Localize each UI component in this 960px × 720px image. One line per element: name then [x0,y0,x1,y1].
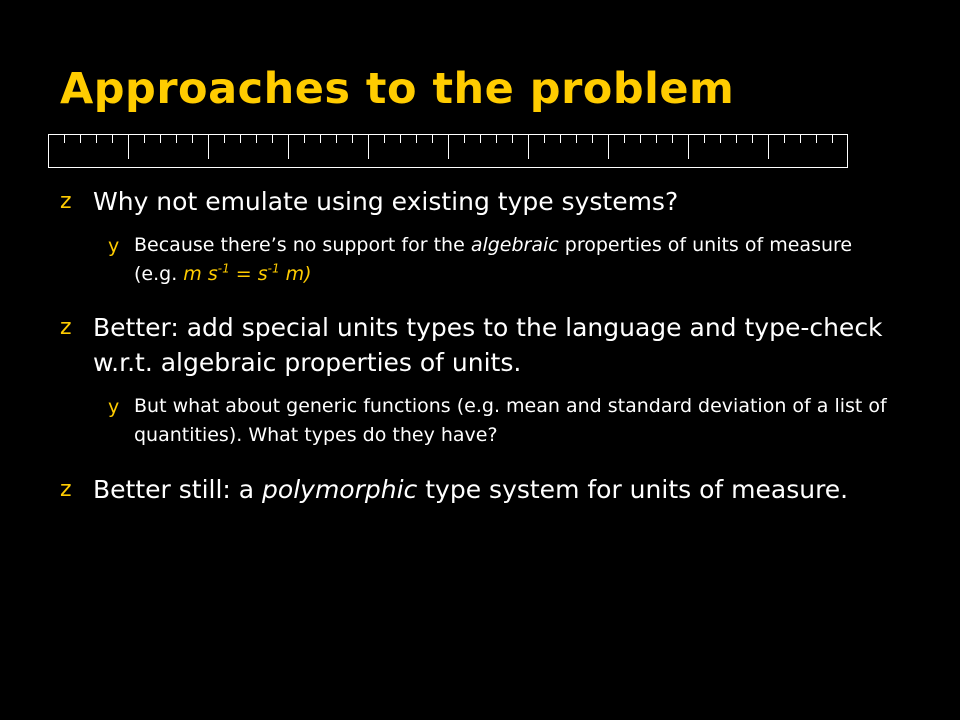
bullet-marker-icon: z [60,315,72,340]
sub-bullet-marker-icon: y [108,235,120,257]
bullet-3 [60,472,883,507]
bullet-2-text: Better: add special units types to the language and type-check w.r.t. algebraic properties of units. [93,313,883,377]
formula-exponent-1: -1 [217,261,230,276]
bullet-3-post: type system for units of measure. [417,475,849,504]
bullet-3-emphasis: polymorphic [262,475,418,504]
sub-2-text: But what about generic functions (e.g. mean and standard deviation of a list of quantities). What types do they have? [134,395,887,446]
sub-bullet-1 [108,231,894,289]
sub-1-pre: Because there’s no support for the [134,234,471,256]
bullet-1-text: Why not emulate using existing type systems? [93,187,679,216]
bullet-marker-icon: z [60,189,72,214]
slide-title: Approaches to the problem [60,64,735,114]
sub-1-mid: properties of units of measure (e.g. [134,234,853,285]
sub-bullet-marker-icon: y [108,396,120,418]
sub-bullet-2 [108,392,894,450]
bullet-marker-icon: z [60,477,72,502]
formula-part-2: = s [229,263,268,285]
formula-part-3: m) [279,263,312,285]
formula-part-1: m s [183,263,218,285]
formula-exponent-2: -1 [267,261,280,276]
bullet-1 [60,184,883,219]
ruler-graphic [48,134,848,168]
bullet-3-pre: Better still: a [93,475,263,504]
bullet-2 [60,310,883,380]
sub-1-emphasis: algebraic [470,234,559,256]
